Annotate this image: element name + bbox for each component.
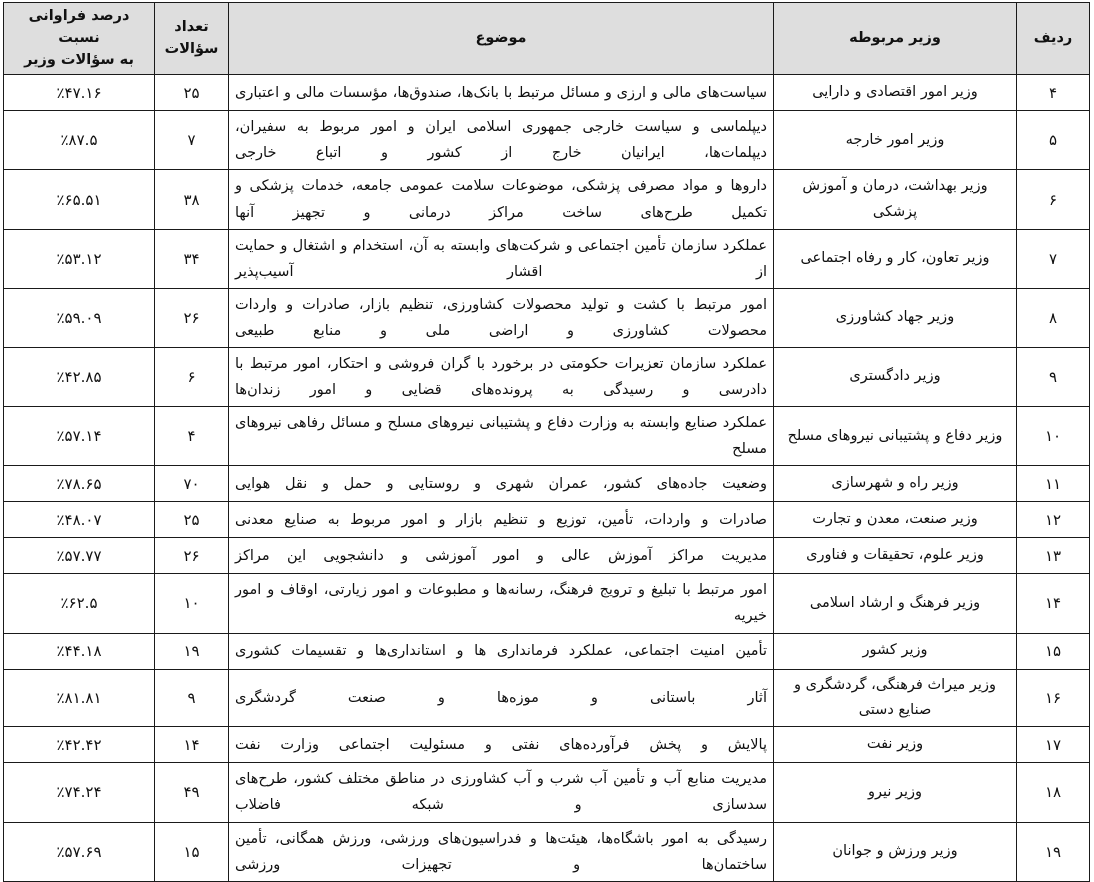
cell-subject: عملکرد سازمان تعزیرات حکومتی در برخورد با گران فروشی و احتکار، امور مرتبط با دادرسی و رسیدگی به پرونده‌های قضایی و امور زندان‌ها (229, 348, 774, 407)
cell-subject: سیاست‌های مالی و ارزی و مسائل مرتبط با بانک‌ها، صندوق‌ها، مؤسسات مالی و اعتباری (229, 75, 774, 111)
cell-frequency-percent: ٪۷۴.۲۴ (4, 763, 155, 822)
cell-subject: مدیریت منابع آب و تأمین آب شرب و آب کشاورزی در مناطق مختلف کشور، طرح‌های سدسازی و شبکه فاضلاب (229, 763, 774, 822)
cell-row-number: ۱۷ (1017, 727, 1090, 763)
cell-frequency-percent: ٪۸۱.۸۱ (4, 669, 155, 727)
table-header (4, 3, 1090, 75)
cell-frequency-percent: ٪۵۷.۶۹ (4, 822, 155, 881)
cell-question-count: ۳۴ (155, 229, 229, 288)
cell-question-count: ۲۵ (155, 502, 229, 538)
cell-frequency-percent: ٪۴۲.۴۲ (4, 727, 155, 763)
cell-question-count: ۲۵ (155, 75, 229, 111)
cell-subject: امور مرتبط با تبلیغ و ترویج فرهنگ، رسانه‌ها و مطبوعات و امور زیارتی، اوقاف و امور خیریه (229, 574, 774, 633)
cell-question-count: ۴ (155, 407, 229, 466)
table-row (4, 763, 1090, 822)
cell-frequency-percent: ٪۸۷.۵ (4, 111, 155, 170)
table-row (4, 288, 1090, 347)
cell-frequency-percent: ٪۵۷.۷۷ (4, 538, 155, 574)
cell-question-count: ۱۴ (155, 727, 229, 763)
cell-subject: وضعیت جاده‌های کشور، عمران شهری و روستایی و حمل و نقل هوایی (229, 466, 774, 502)
cell-question-count: ۲۶ (155, 288, 229, 347)
cell-minister: وزیر ورزش و جوانان (774, 822, 1017, 881)
cell-subject: صادرات و واردات، تأمین، توزیع و تنظیم بازار و امور مربوط به صنایع معدنی (229, 502, 774, 538)
table-row (4, 502, 1090, 538)
ministers-questions-table (3, 2, 1090, 882)
cell-minister: وزیر فرهنگ و ارشاد اسلامی (774, 574, 1017, 633)
cell-minister: وزیر میراث فرهنگی، گردشگری و صنایع دستی (774, 669, 1017, 727)
cell-question-count: ۱۹ (155, 633, 229, 669)
cell-row-number: ۱۲ (1017, 502, 1090, 538)
column-header-darsad (4, 3, 155, 75)
cell-minister: وزیر صنعت، معدن و تجارت (774, 502, 1017, 538)
cell-subject: دیپلماسی و سیاست خارجی جمهوری اسلامی ایران و امور مربوط به سفیران، دیپلمات‌ها، ایرانیان خارج از کشور و اتباع خارجی (229, 111, 774, 170)
table-row (4, 111, 1090, 170)
table-row (4, 466, 1090, 502)
table-row (4, 538, 1090, 574)
cell-minister: وزیر تعاون، کار و رفاه اجتماعی (774, 229, 1017, 288)
cell-subject: تأمین امنیت اجتماعی، عملکرد فرمانداری ها و استانداری‌ها و تقسیمات کشوری (229, 633, 774, 669)
cell-frequency-percent: ٪۶۵.۵۱ (4, 170, 155, 229)
cell-subject: آثار باستانی و موزه‌ها و صنعت گردشگری (229, 669, 774, 727)
cell-frequency-percent: ٪۵۳.۱۲ (4, 229, 155, 288)
cell-question-count: ۹ (155, 669, 229, 727)
cell-frequency-percent: ٪۴۲.۸۵ (4, 348, 155, 407)
column-header-tedad-line2: سؤالات (164, 40, 219, 57)
cell-frequency-percent: ٪۶۲.۵ (4, 574, 155, 633)
table-row (4, 170, 1090, 229)
table-row (4, 348, 1090, 407)
cell-row-number: ۵ (1017, 111, 1090, 170)
cell-minister: وزیر امور خارجه (774, 111, 1017, 170)
cell-row-number: ۱۸ (1017, 763, 1090, 822)
cell-row-number: ۱۰ (1017, 407, 1090, 466)
cell-minister: وزیر نیرو (774, 763, 1017, 822)
cell-minister: وزیر نفت (774, 727, 1017, 763)
cell-question-count: ۷ (155, 111, 229, 170)
cell-frequency-percent: ٪۷۸.۶۵ (4, 466, 155, 502)
column-header-darsad-line2: به سؤالات وزیر (24, 51, 134, 68)
column-header-mozoo: موضوع (229, 3, 774, 75)
cell-question-count: ۱۵ (155, 822, 229, 881)
table-row (4, 822, 1090, 881)
cell-row-number: ۱۶ (1017, 669, 1090, 727)
cell-row-number: ۹ (1017, 348, 1090, 407)
column-header-darsad-line1: درصد فراوانی نسبت (28, 8, 130, 46)
cell-row-number: ۱۴ (1017, 574, 1090, 633)
cell-minister: وزیر دادگستری (774, 348, 1017, 407)
cell-minister: وزیر جهاد کشاورزی (774, 288, 1017, 347)
cell-row-number: ۸ (1017, 288, 1090, 347)
cell-row-number: ۱۱ (1017, 466, 1090, 502)
cell-frequency-percent: ٪۵۷.۱۴ (4, 407, 155, 466)
cell-row-number: ۷ (1017, 229, 1090, 288)
table-row (4, 574, 1090, 633)
cell-question-count: ۲۶ (155, 538, 229, 574)
table-row (4, 727, 1090, 763)
table-row (4, 407, 1090, 466)
cell-minister: وزیر علوم، تحقیقات و فناوری (774, 538, 1017, 574)
cell-subject: امور مرتبط با کشت و تولید محصولات کشاورزی، تنظیم بازار، صادرات و واردات محصولات کشاورزی و اراضی ملی و منابع طبیعی (229, 288, 774, 347)
cell-minister: وزیر دفاع و پشتیبانی نیروهای مسلح (774, 407, 1017, 466)
cell-subject: مدیریت مراکز آموزش عالی و امور آموزشی و دانشجویی این مراکز (229, 538, 774, 574)
cell-row-number: ۱۵ (1017, 633, 1090, 669)
cell-minister: وزیر راه و شهرسازی (774, 466, 1017, 502)
cell-question-count: ۴۹ (155, 763, 229, 822)
cell-question-count: ۷۰ (155, 466, 229, 502)
cell-frequency-percent: ٪۵۹.۰۹ (4, 288, 155, 347)
cell-frequency-percent: ٪۴۷.۱۶ (4, 75, 155, 111)
table-body (4, 75, 1090, 881)
header-row (4, 3, 1090, 75)
cell-subject: داروها و مواد مصرفی پزشکی، موضوعات سلامت عمومی جامعه، خدمات پزشکی و تکمیل طرح‌های ساخت مراکز درمانی و تجهیز آنها (229, 170, 774, 229)
column-header-radif: ردیف (1017, 3, 1090, 75)
cell-subject: عملکرد صنایع وابسته به وزارت دفاع و پشتیبانی نیروهای مسلح و مسائل رفاهی نیروهای مسلح (229, 407, 774, 466)
column-header-tedad (155, 3, 229, 75)
cell-row-number: ۶ (1017, 170, 1090, 229)
cell-row-number: ۴ (1017, 75, 1090, 111)
table-row (4, 669, 1090, 727)
cell-minister: وزیر بهداشت، درمان و آموزش پزشکی (774, 170, 1017, 229)
cell-minister: وزیر امور اقتصادی و دارایی (774, 75, 1017, 111)
cell-question-count: ۶ (155, 348, 229, 407)
column-header-vazir: وزیر مربوطه (774, 3, 1017, 75)
table-row (4, 633, 1090, 669)
cell-subject: پالایش و پخش فرآورده‌های نفتی و مسئولیت اجتماعی وزارت نفت (229, 727, 774, 763)
table-row (4, 75, 1090, 111)
cell-subject: عملکرد سازمان تأمین اجتماعی و شرکت‌های وابسته به آن، استخدام و اشتغال و حمایت از اقشار آسیب‌پذیر (229, 229, 774, 288)
cell-frequency-percent: ٪۴۴.۱۸ (4, 633, 155, 669)
cell-row-number: ۱۹ (1017, 822, 1090, 881)
cell-question-count: ۳۸ (155, 170, 229, 229)
column-header-tedad-line1: تعداد (174, 18, 209, 35)
cell-question-count: ۱۰ (155, 574, 229, 633)
table-row (4, 229, 1090, 288)
cell-subject: رسیدگی به امور باشگاه‌ها، هیئت‌ها و فدراسیون‌های ورزشی، ورزش همگانی، تأمین ساختمان‌ها و تجهیزات ورزشی (229, 822, 774, 881)
cell-minister: وزیر کشور (774, 633, 1017, 669)
cell-row-number: ۱۳ (1017, 538, 1090, 574)
cell-frequency-percent: ٪۴۸.۰۷ (4, 502, 155, 538)
